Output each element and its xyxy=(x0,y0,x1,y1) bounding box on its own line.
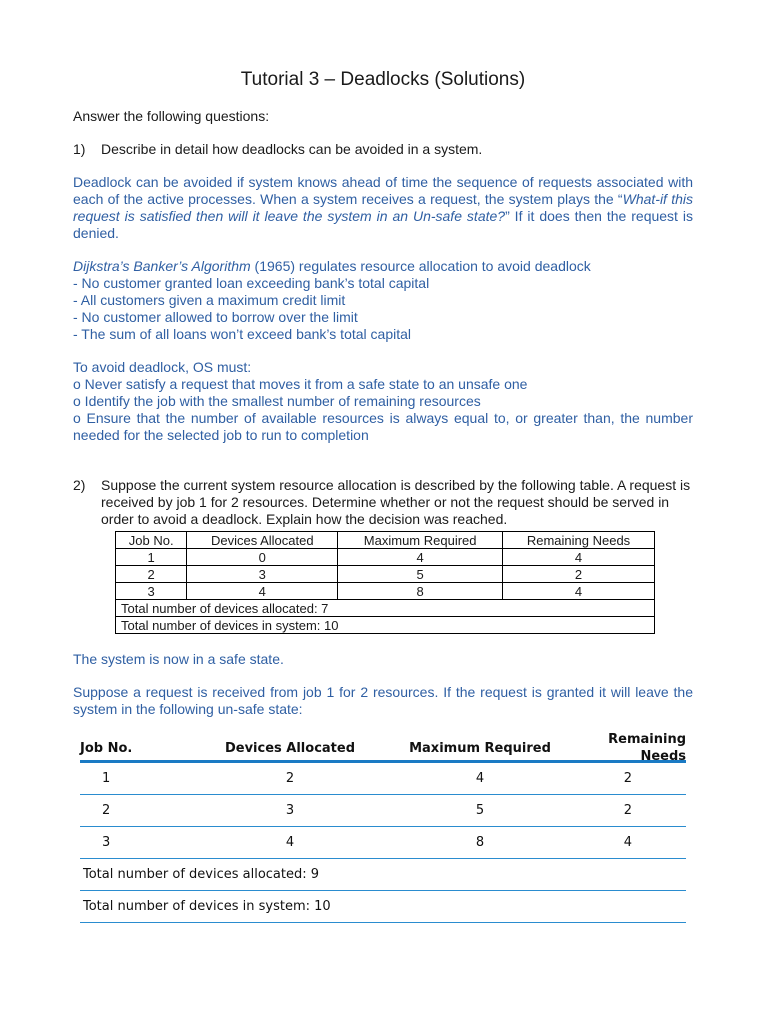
bankers-heading xyxy=(73,258,693,275)
table-cell: 8 xyxy=(338,583,503,600)
table-header-cell: Devices Allocated xyxy=(187,532,338,549)
table-header-row xyxy=(116,532,655,549)
table-header-cell: Maximum Required xyxy=(409,740,551,756)
table-header-row xyxy=(80,732,686,764)
question-2-text: Suppose the current system resource allocation is described by the following table. A request is received by job 1 for 2 resources. Determine whether or not the request should be served in order to avoid a deadlock. Explain how the decision was reached. xyxy=(101,477,691,527)
bankers-item: - No customer allowed to borrow over the limit xyxy=(73,309,358,325)
table-row xyxy=(116,549,655,566)
allocation-table-unsafe xyxy=(80,732,686,923)
table-cell: 3 xyxy=(102,835,111,850)
total-system-cell: Total number of devices in system: 10 xyxy=(116,617,655,634)
table-cell: 4 xyxy=(623,835,632,850)
avoid-section xyxy=(73,359,693,444)
table-cell: 4 xyxy=(503,583,655,600)
page-title: Tutorial 3 – Deadlocks (Solutions) xyxy=(240,69,526,90)
avoid-item: o Never satisfy a request that moves it from a safe state to an unsafe one xyxy=(73,376,528,392)
bankers-item: - The sum of all loans won’t exceed bank’s total capital xyxy=(73,326,412,342)
safe-state-text: The system is now in a safe state. xyxy=(73,651,284,667)
table-cell: 0 xyxy=(187,549,338,566)
table-cell: 2 xyxy=(623,771,632,786)
table-total-row xyxy=(116,617,655,634)
table-cell: 2 xyxy=(116,566,187,583)
table-header-cell: Devices Allocated xyxy=(224,740,356,756)
table-cell: 2 xyxy=(285,771,295,786)
table-cell: 4 xyxy=(285,835,295,850)
question-1-number: 1) xyxy=(73,141,86,157)
total-allocated-cell: Total number of devices allocated: 7 xyxy=(116,600,655,617)
table-cell: 1 xyxy=(116,549,187,566)
avoid-item: o Identify the job with the smallest number of remaining resources xyxy=(73,393,481,409)
answer-1-paragraph xyxy=(73,174,693,242)
table-cell: 2 xyxy=(623,803,632,818)
table-cell: 8 xyxy=(475,835,485,850)
question-2 xyxy=(73,477,693,528)
avoid-item: o Ensure that the number of available resources is always equal to, or greater than, the number needed for the selected job to run to completion xyxy=(73,410,693,443)
table-header-cell: Job No. xyxy=(80,740,133,756)
total-allocated-row: Total number of devices allocated: 9 xyxy=(80,859,686,891)
avoid-heading: To avoid deadlock, OS must: xyxy=(73,359,252,375)
question-2-number: 2) xyxy=(73,477,86,493)
bankers-section xyxy=(73,258,693,343)
table-cell: 4 xyxy=(338,549,503,566)
table-cell: 4 xyxy=(187,583,338,600)
question-1 xyxy=(73,141,693,158)
table-row xyxy=(116,583,655,600)
answer-1-pre: Deadlock can be avoided if system knows ahead of time the sequence of requests associated with each of the active processes. When a system receives a request, the system plays the “ xyxy=(73,174,693,207)
document-page xyxy=(73,68,693,718)
table-header-cell: Remaining Needs xyxy=(608,732,686,764)
bankers-rest: (1965) regulates resource allocation to avoid deadlock xyxy=(250,258,591,274)
table-cell: 4 xyxy=(475,771,485,786)
bankers-item: - No customer granted loan exceeding bank’s total capital xyxy=(73,275,430,291)
table-row xyxy=(80,827,686,859)
table-cell: 3 xyxy=(116,583,187,600)
question-1-text: Describe in detail how deadlocks can be avoided in a system. xyxy=(101,141,483,157)
total-system-row: Total number of devices in system: 10 xyxy=(80,891,686,923)
table-cell: 3 xyxy=(187,566,338,583)
table-cell: 2 xyxy=(102,803,111,818)
table-total-row xyxy=(116,600,655,617)
table-cell: 5 xyxy=(338,566,503,583)
table-row xyxy=(116,566,655,583)
table-header-cell: Job No. xyxy=(116,532,187,549)
table-row xyxy=(80,763,686,795)
table-cell: 2 xyxy=(503,566,655,583)
table-cell: 5 xyxy=(475,803,485,818)
unsafe-state-text: Suppose a request is received from job 1 for 2 resources. If the request is granted it will leave the system in the following un-safe state: xyxy=(73,684,693,717)
bankers-item: - All customers given a maximum credit limit xyxy=(73,292,346,308)
answer-1-italic: What-if this request is satisfied then will it leave the system in an Un-safe state? xyxy=(73,191,694,224)
table-row xyxy=(80,795,686,827)
table-header-cell: Remaining Needs xyxy=(503,532,655,549)
intro-text: Answer the following questions: xyxy=(73,108,270,124)
table-header-cell: Maximum Required xyxy=(338,532,503,549)
table-cell: 1 xyxy=(102,771,111,786)
answer-1-post: ” If it does then the request is denied. xyxy=(73,208,693,241)
allocation-table-safe xyxy=(115,531,655,634)
bankers-italic: Dijkstra’s Banker’s Algorithm xyxy=(73,258,251,274)
table-cell: 4 xyxy=(503,549,655,566)
table-cell: 3 xyxy=(285,803,295,818)
